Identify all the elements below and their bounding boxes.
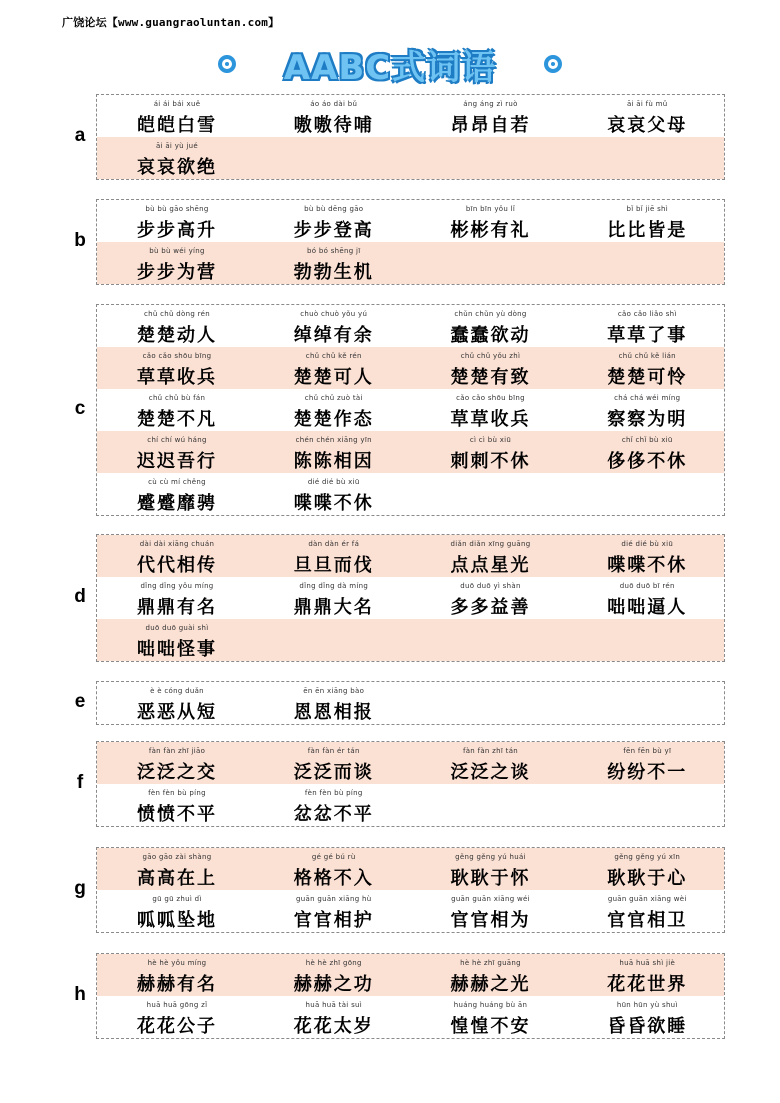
word-cell	[97, 305, 254, 347]
idiom-word: 泛泛而谈	[293, 762, 374, 783]
word-cell	[254, 996, 411, 1038]
pinyin-label: bù bù dēng gāo	[304, 205, 364, 213]
word-cell	[97, 535, 254, 577]
idiom-word: 草草收兵	[137, 367, 217, 388]
word-cell	[254, 389, 411, 431]
idiom-word: 侈侈不休	[607, 451, 688, 472]
idiom-word: 喋喋不休	[607, 555, 688, 576]
pinyin-label: dàn dàn ér fá	[308, 540, 360, 548]
word-row	[97, 848, 724, 890]
word-cell	[254, 535, 411, 577]
pinyin-label: bǐ bǐ jiē shì	[626, 205, 669, 213]
word-cell	[567, 95, 724, 137]
word-cell	[97, 431, 254, 473]
word-row	[97, 577, 724, 619]
word-row	[97, 137, 724, 179]
pinyin-label: ēn ēn xiāng bào	[303, 687, 365, 695]
word-cell	[97, 200, 254, 242]
pinyin-label: gāo gāo zài shàng	[142, 853, 212, 861]
title-banner	[0, 40, 780, 88]
word-cell	[254, 682, 411, 724]
section-letter: g	[74, 878, 86, 899]
idiom-word: 昏昏欲睡	[607, 1016, 688, 1037]
word-row	[97, 389, 724, 431]
idiom-word: 楚楚可人	[293, 367, 374, 388]
section-e	[96, 681, 725, 725]
word-cell	[97, 848, 254, 890]
word-cell	[567, 473, 724, 515]
pinyin-label: dié dié bù xiū	[307, 478, 360, 486]
idiom-word: 赫赫之功	[293, 974, 374, 995]
word-cell	[97, 389, 254, 431]
word-cell	[567, 431, 724, 473]
word-cell	[97, 577, 254, 619]
idiom-word: 楚楚不凡	[137, 409, 217, 430]
section-g	[96, 847, 725, 933]
word-cell	[567, 682, 724, 724]
word-cell	[411, 954, 568, 996]
page-title: AABC式词语	[283, 47, 497, 88]
idiom-word: 彬彬有礼	[450, 220, 531, 241]
word-row	[97, 784, 724, 826]
word-cell	[411, 784, 568, 826]
idiom-word: 惶惶不安	[450, 1016, 531, 1037]
word-row	[97, 431, 724, 473]
word-cell	[254, 784, 411, 826]
word-cell	[97, 682, 254, 724]
word-row	[97, 473, 724, 515]
word-row	[97, 347, 724, 389]
pinyin-label: hè hè yǒu míng	[147, 959, 207, 967]
word-cell	[97, 890, 254, 932]
pinyin-label: huā huā gōng zǐ	[146, 1001, 208, 1009]
idiom-word: 官官相卫	[607, 910, 688, 931]
word-cell	[567, 890, 724, 932]
pinyin-label: chuò chuò yǒu yú	[300, 310, 368, 318]
word-cell	[411, 619, 568, 661]
pinyin-label: áng áng zì ruò	[463, 100, 518, 108]
word-cell	[567, 954, 724, 996]
word-cell	[254, 242, 411, 284]
section-c	[96, 304, 725, 516]
word-cell	[411, 305, 568, 347]
word-cell	[411, 389, 568, 431]
idiom-word: 纷纷不一	[607, 762, 688, 783]
pinyin-label: bù bù wéi yíng	[149, 247, 205, 255]
word-cell	[567, 305, 724, 347]
word-cell	[254, 200, 411, 242]
word-cell	[411, 996, 568, 1038]
pinyin-label: chǔ chǔ bù fán	[148, 394, 206, 402]
word-cell	[567, 242, 724, 284]
word-cell	[411, 431, 568, 473]
idiom-word: 花花世界	[607, 974, 688, 995]
idiom-word: 格格不入	[293, 868, 374, 889]
word-cell	[97, 242, 254, 284]
idiom-word: 步步为营	[137, 262, 217, 283]
word-cell	[411, 473, 568, 515]
pinyin-label: è è cóng duǎn	[150, 687, 204, 695]
idiom-word: 旦旦而伐	[293, 555, 374, 576]
section-letter: e	[74, 691, 86, 712]
idiom-word: 陈陈相因	[293, 451, 374, 472]
idiom-word: 花花公子	[137, 1016, 217, 1037]
idiom-word: 绰绰有余	[293, 325, 374, 346]
idiom-word: 比比皆是	[607, 220, 688, 241]
pinyin-label: gū gū zhuì dì	[152, 895, 202, 903]
word-cell	[97, 784, 254, 826]
word-cell	[254, 742, 411, 784]
pinyin-label: fàn fàn zhī jiāo	[148, 747, 206, 755]
pinyin-label: fàn fàn ér tán	[307, 747, 360, 755]
idiom-word: 点点星光	[450, 555, 531, 576]
pinyin-label: duō duō yì shàn	[460, 582, 521, 590]
word-cell	[411, 137, 568, 179]
idiom-word: 泛泛之交	[137, 762, 217, 783]
word-cell	[411, 890, 568, 932]
idiom-word: 花花太岁	[293, 1016, 374, 1037]
idiom-word: 哀哀父母	[607, 115, 688, 136]
idiom-word: 耿耿于怀	[450, 868, 531, 889]
idiom-word: 泛泛之谈	[450, 762, 531, 783]
pinyin-label: ái ái bái xuě	[153, 100, 201, 108]
section-letter: d	[74, 586, 86, 607]
section-letter: c	[74, 398, 86, 419]
pinyin-label: áo áo dài bǔ	[310, 100, 358, 108]
word-cell	[411, 848, 568, 890]
word-row	[97, 535, 724, 577]
right-circle-icon	[544, 55, 562, 73]
idiom-word: 忿忿不平	[293, 804, 374, 825]
pinyin-label: chí chí wú háng	[147, 436, 207, 444]
pinyin-label: āi āi yù jué	[155, 142, 198, 150]
section-h	[96, 953, 725, 1039]
pinyin-label: cù cù mí chěng	[148, 478, 206, 486]
pinyin-label: chǔ chǔ yǒu zhì	[460, 352, 521, 360]
section-a	[96, 94, 725, 180]
idiom-word: 步步登高	[293, 220, 374, 241]
pinyin-label: chǔ chǔ kě lián	[618, 352, 676, 360]
idiom-word: 多多益善	[450, 597, 531, 618]
pinyin-label: fàn fàn zhī tán	[462, 747, 519, 755]
word-row	[97, 305, 724, 347]
idiom-word: 高高在上	[137, 868, 217, 889]
word-cell	[567, 137, 724, 179]
idiom-word: 官官相护	[293, 910, 374, 931]
pinyin-label: chǔ chǔ zuò tài	[304, 394, 363, 402]
word-row	[97, 95, 724, 137]
word-row	[97, 682, 724, 724]
pinyin-label: duō duō bī rén	[619, 582, 675, 590]
word-cell	[411, 577, 568, 619]
idiom-word: 赫赫之光	[450, 974, 531, 995]
word-cell	[254, 577, 411, 619]
pinyin-label: chá chá wéi míng	[614, 394, 681, 402]
word-cell	[567, 577, 724, 619]
idiom-word: 哀哀欲绝	[137, 157, 217, 178]
word-cell	[567, 619, 724, 661]
pinyin-label: fèn fèn bù píng	[304, 789, 363, 797]
idiom-word: 鼎鼎大名	[293, 597, 374, 618]
pinyin-label: guān guān xiāng wéi	[451, 895, 530, 903]
section-f	[96, 741, 725, 827]
word-cell	[97, 954, 254, 996]
word-cell	[254, 848, 411, 890]
word-row	[97, 742, 724, 784]
idiom-word: 赫赫有名	[137, 974, 217, 995]
pinyin-label: cǎo cǎo shōu bīng	[456, 394, 525, 402]
pinyin-label: dié dié bù xiū	[621, 540, 674, 548]
section-letter: h	[74, 984, 86, 1005]
site-header: 广饶论坛【www.guangraoluntan.com】	[62, 16, 280, 29]
pinyin-label: chén chén xiāng yīn	[295, 436, 372, 444]
idiom-word: 蠢蠢欲动	[450, 325, 531, 346]
idiom-word: 耿耿于心	[607, 868, 688, 889]
section-letter: f	[76, 772, 84, 793]
word-cell	[254, 95, 411, 137]
pinyin-label: cǎo cǎo liǎo shì	[617, 310, 677, 318]
pinyin-label: dài dài xiāng chuán	[139, 540, 215, 548]
idiom-word: 草草了事	[607, 325, 688, 346]
idiom-word: 迟迟吾行	[137, 451, 217, 472]
idiom-word: 喋喋不休	[293, 493, 374, 514]
pinyin-label: chǔn chǔn yù dòng	[454, 310, 527, 318]
pinyin-label: huáng huáng bù ān	[453, 1001, 528, 1009]
section-letter: b	[74, 230, 86, 251]
word-cell	[97, 473, 254, 515]
left-circle-icon	[218, 55, 236, 73]
word-cell	[254, 431, 411, 473]
idiom-word: 嗷嗷待哺	[293, 115, 374, 136]
pinyin-label: gé gé bú rù	[311, 853, 356, 861]
section-d	[96, 534, 725, 662]
pinyin-label: bù bù gāo shēng	[145, 205, 209, 213]
word-cell	[567, 389, 724, 431]
idiom-word: 鼎鼎有名	[137, 597, 217, 618]
word-row	[97, 242, 724, 284]
idiom-word: 察察为明	[607, 409, 688, 430]
idiom-word: 呱呱坠地	[137, 910, 217, 931]
word-cell	[567, 742, 724, 784]
pinyin-label: hè hè zhī guāng	[460, 959, 521, 967]
word-cell	[97, 742, 254, 784]
idiom-word: 蹙蹙靡骋	[137, 493, 217, 514]
pinyin-label: dǐng dǐng yǒu míng	[140, 582, 214, 590]
pinyin-label: gěng gěng yú huái	[455, 853, 526, 861]
word-cell	[567, 200, 724, 242]
idiom-word: 步步高升	[137, 220, 217, 241]
idiom-word: 勃勃生机	[293, 262, 374, 283]
word-cell	[411, 95, 568, 137]
word-cell	[254, 473, 411, 515]
pinyin-label: huā huā tài suì	[305, 1001, 362, 1009]
idiom-word: 楚楚动人	[137, 325, 217, 346]
pinyin-label: āi āi fù mǔ	[626, 100, 668, 108]
section-b	[96, 199, 725, 285]
pinyin-label: cì cì bù xiū	[469, 436, 512, 444]
pinyin-label: chǐ chǐ bù xiū	[621, 436, 673, 444]
idiom-word: 楚楚可怜	[607, 367, 688, 388]
word-cell	[567, 535, 724, 577]
word-cell	[567, 784, 724, 826]
word-row	[97, 619, 724, 661]
word-cell	[411, 682, 568, 724]
word-cell	[254, 954, 411, 996]
word-cell	[254, 137, 411, 179]
pinyin-label: bó bó shēng jī	[307, 247, 361, 255]
pinyin-label: huā huā shì jiè	[619, 959, 676, 967]
pinyin-label: fēn fēn bù yī	[623, 747, 672, 755]
word-cell	[567, 347, 724, 389]
word-cell	[411, 535, 568, 577]
word-cell	[97, 95, 254, 137]
idiom-word: 昂昂自若	[450, 115, 531, 136]
word-row	[97, 954, 724, 996]
idiom-word: 官官相为	[450, 910, 531, 931]
word-cell	[411, 242, 568, 284]
pinyin-label: diǎn diǎn xīng guāng	[450, 540, 531, 548]
idiom-word: 恶恶从短	[137, 702, 217, 723]
word-cell	[97, 347, 254, 389]
word-cell	[567, 996, 724, 1038]
word-cell	[411, 742, 568, 784]
pinyin-label: gěng gěng yú xīn	[614, 853, 681, 861]
idiom-word: 草草收兵	[450, 409, 531, 430]
word-cell	[567, 848, 724, 890]
pinyin-label: hè hè zhī gōng	[305, 959, 362, 967]
idiom-word: 楚楚有致	[450, 367, 531, 388]
section-letter: a	[74, 125, 86, 146]
idiom-word: 皑皑白雪	[137, 115, 217, 136]
word-cell	[97, 996, 254, 1038]
pinyin-label: chǔ chǔ kě rén	[305, 352, 362, 360]
word-cell	[411, 200, 568, 242]
word-row	[97, 200, 724, 242]
pinyin-label: dǐng dǐng dà míng	[299, 582, 369, 590]
word-cell	[97, 619, 254, 661]
pinyin-label: chǔ chǔ dòng rén	[144, 310, 210, 318]
pinyin-label: guān guān xiāng hù	[296, 895, 372, 903]
idiom-word: 咄咄逼人	[607, 597, 688, 618]
word-cell	[254, 890, 411, 932]
idiom-word: 刺刺不休	[450, 451, 531, 472]
pinyin-label: cǎo cǎo shōu bīng	[142, 352, 212, 360]
word-cell	[97, 137, 254, 179]
word-cell	[254, 305, 411, 347]
pinyin-label: bīn bīn yǒu lǐ	[465, 205, 516, 213]
idiom-word: 愤愤不平	[137, 804, 217, 825]
idiom-word: 咄咄怪事	[137, 639, 217, 660]
word-cell	[254, 619, 411, 661]
pinyin-label: guān guān xiāng wèi	[607, 895, 687, 903]
idiom-word: 恩恩相报	[293, 702, 374, 723]
pinyin-label: fèn fèn bù píng	[148, 789, 206, 797]
pinyin-label: hūn hūn yù shuì	[616, 1001, 678, 1009]
idiom-word: 代代相传	[137, 555, 217, 576]
word-cell	[411, 347, 568, 389]
idiom-word: 楚楚作态	[293, 409, 374, 430]
word-cell	[254, 347, 411, 389]
word-row	[97, 890, 724, 932]
word-row	[97, 996, 724, 1038]
pinyin-label: duō duō guài shì	[145, 624, 209, 632]
